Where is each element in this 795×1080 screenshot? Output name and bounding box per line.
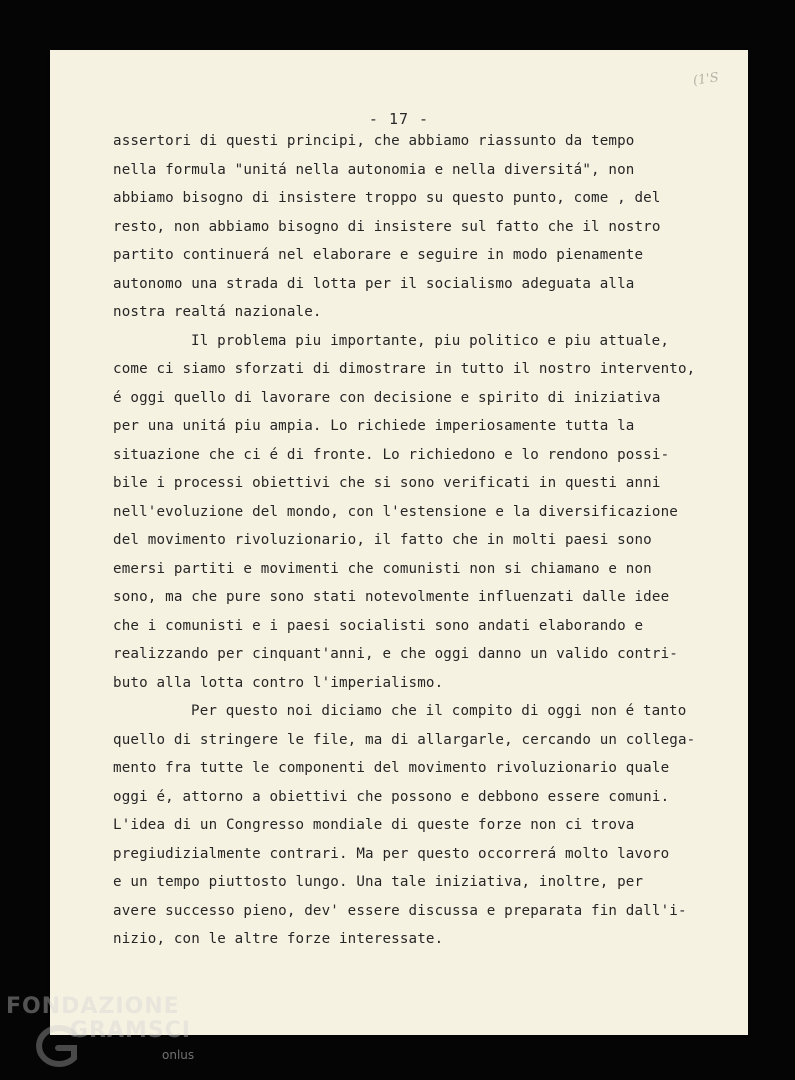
text-line: resto, non abbiamo bisogno di insistere sul fatto che il nostro: [113, 218, 661, 235]
foundation-logo-icon: [30, 1024, 86, 1068]
text-line: e un tempo piuttosto lungo. Una tale iniziativa, inoltre, per: [113, 874, 644, 890]
typed-text-body: [113, 127, 703, 954]
text-line: autonomo una strada di lotta per il socialismo adeguata alla: [113, 275, 635, 292]
text-line: mento fra tutte le componenti del movimento rivoluzionario quale: [113, 760, 670, 776]
text-line: sono, ma che pure sono stati notevolmente influenzati dalle idee: [113, 589, 670, 605]
text-line: per una unitá piu ampia. Lo richiede imperiosamente tutta la: [113, 418, 635, 434]
text-line: che i comunisti e i paesi socialisti sono andati elaborando e: [113, 617, 644, 634]
text-line: oggi é, attorno a obiettivi che possono e debbono essere comuni.: [113, 788, 670, 805]
text-line: pregiudizialmente contrari. Ma per questo occorrerá molto lavoro: [113, 845, 670, 862]
text-line: bile i processi obiettivi che si sono verificati in questi anni: [113, 475, 661, 491]
text-line: L'idea di un Congresso mondiale di queste forze non ci trova: [113, 817, 635, 833]
text-line: partito continuerá nel elaborare e seguire in modo pienamente: [113, 247, 644, 263]
watermark-line-1: FONDAZIONE: [6, 994, 180, 1019]
text-line: come ci siamo sforzati di dimostrare in tutto il nostro intervento,: [113, 361, 696, 377]
text-line: nizio, con le altre forze interessate.: [113, 931, 444, 947]
text-line: buto alla lotta contro l'imperialismo.: [113, 674, 444, 691]
text-line: quello di stringere le file, ma di allargarle, cercando un collega-: [113, 731, 696, 748]
text-line: assertori di questi principi, che abbiamo riassunto da tempo: [113, 133, 635, 149]
text-line: é oggi quello di lavorare con decisione e spirito di iniziativa: [113, 389, 661, 406]
paragraph-start-line: Per questo noi diciamo che il compito di oggi non é tanto: [191, 703, 687, 719]
text-line: abbiamo bisogno di insistere troppo su questo punto, come , del: [113, 190, 661, 206]
text-line: avere successo pieno, dev' essere discussa e preparata fin dall'i-: [113, 902, 687, 919]
archive-mark: (1'S: [692, 70, 720, 89]
foundation-watermark: [0, 988, 260, 1080]
text-line: nella formula "unitá nella autonomia e nella diversitá", non: [113, 161, 635, 178]
text-line: nostra realtá nazionale.: [113, 304, 322, 320]
paragraph-start-line: Il problema piu importante, piu politico e piu attuale,: [191, 332, 670, 349]
text-line: del movimento rivoluzionario, il fatto che in molti paesi sono: [113, 532, 652, 548]
watermark-suffix: onlus: [162, 1048, 195, 1062]
text-line: situazione che ci é di fronte. Lo richiedono e lo rendono possi-: [113, 446, 670, 463]
text-line: realizzando per cinquant'anni, e che oggi danno un valido contri-: [113, 646, 678, 662]
text-line: nell'evoluzione del mondo, con l'estensione e la diversificazione: [113, 503, 678, 520]
page-number: - 17 -: [368, 110, 430, 128]
text-line: emersi partiti e movimenti che comunisti non si chiamano e non: [113, 560, 652, 577]
watermark-line-2: GRAMSCI: [70, 1018, 192, 1043]
